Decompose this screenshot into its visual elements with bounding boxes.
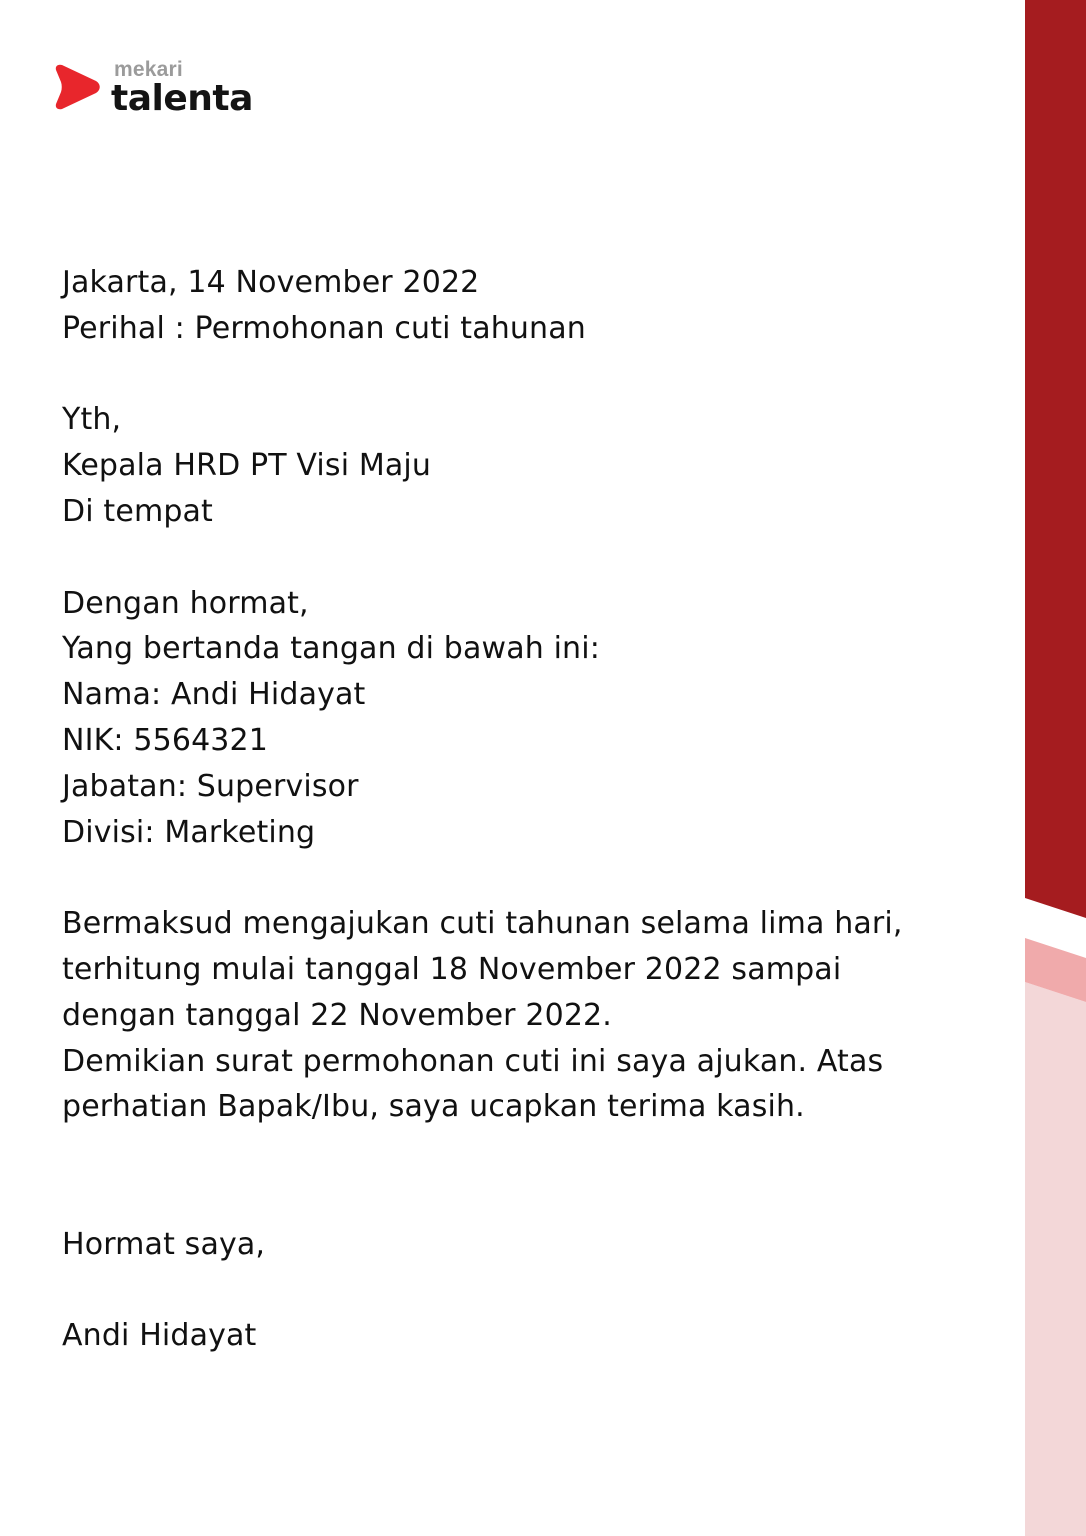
spacer — [62, 535, 962, 581]
intro-line: Yang bertanda tangan di bawah ini: — [62, 631, 600, 667]
recipient-location: Di tempat — [62, 493, 213, 529]
employee-details — [62, 672, 962, 855]
spacer — [62, 855, 962, 901]
closing: Hormat saya, — [62, 1226, 266, 1262]
place-date: Jakarta, 14 November 2022 — [62, 265, 480, 300]
signature-name: Andi Hidayat — [62, 1318, 257, 1354]
recipient-name: Kepala HRD PT Visi Maju — [62, 448, 432, 484]
field-position: Jabatan: Supervisor — [62, 768, 359, 804]
opening-greeting: Dengan hormat, — [62, 585, 309, 621]
field-name: Nama: Andi Hidayat — [62, 677, 366, 713]
light-pink-band — [1025, 982, 1086, 1536]
letter-body — [62, 901, 962, 1130]
decorative-side-bands — [1025, 0, 1086, 1536]
field-division: Divisi: Marketing — [62, 814, 316, 850]
logo-brand-text: mekari — [114, 58, 183, 81]
body-line: perhatian Bapak/Ibu, saya ucapkan terima kasih. — [62, 1089, 805, 1125]
mekari-talenta-logo — [52, 58, 272, 122]
subject-line: Perihal : Permohonan cuti tahunan — [62, 310, 586, 346]
spacer — [62, 1268, 962, 1314]
field-nik: NIK: 5564321 — [62, 722, 269, 758]
body-line: dengan tanggal 22 November 2022. — [62, 997, 612, 1033]
logo-product-text: talenta — [111, 78, 253, 119]
logo-chevron-icon — [52, 64, 102, 110]
recipient-block — [62, 397, 962, 534]
body-line: Bermaksud mengajukan cuti tahunan selama lima hari, — [62, 906, 903, 942]
dark-red-band — [1025, 0, 1086, 918]
body-line: terhitung mulai tanggal 18 November 2022 sampai — [62, 951, 842, 987]
leave-request-letter — [62, 260, 962, 1359]
spacer — [62, 352, 962, 398]
body-line: Demikian surat permohonan cuti ini saya ajukan. Atas — [62, 1043, 884, 1079]
recipient-salutation: Yth, — [62, 402, 122, 438]
spacer — [62, 1130, 962, 1222]
